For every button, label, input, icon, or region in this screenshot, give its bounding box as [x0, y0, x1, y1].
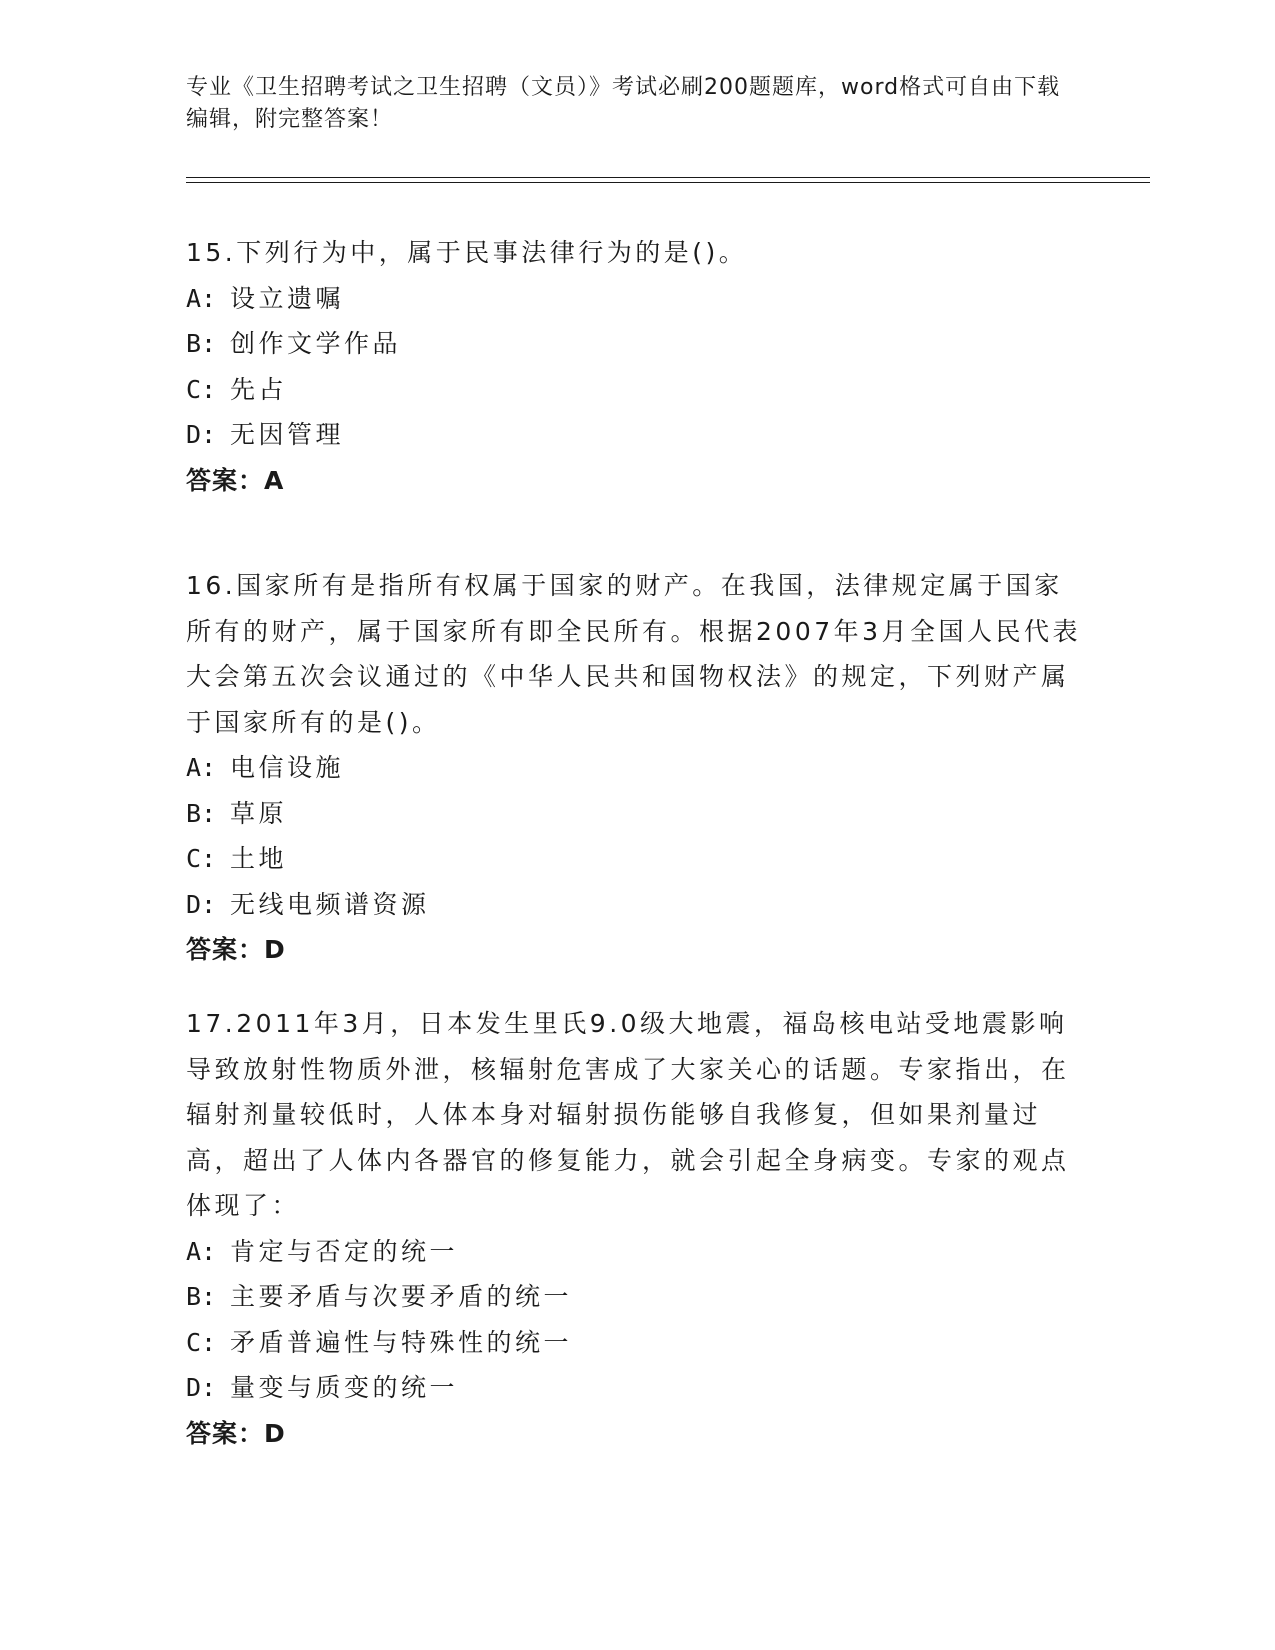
option-key: D: — [186, 889, 217, 919]
option-key: A: — [186, 283, 217, 313]
option-key: A: — [186, 1236, 217, 1266]
option-text: 先占 — [230, 374, 288, 404]
option-text: 主要矛盾与次要矛盾的统一 — [230, 1282, 573, 1311]
option-text: 草原 — [230, 798, 288, 828]
option-text: 设立遗嘱 — [230, 283, 345, 313]
option-text: 土地 — [230, 844, 288, 873]
option-d — [186, 412, 1086, 458]
option-c — [186, 367, 1086, 413]
answer-value: D — [264, 1418, 286, 1448]
question-stem: 16.国家所有是指所有权属于国家的财产。在我国，法律规定属于国家所有的财产，属于国家所有即全民所有。根据2007年3月全国人民代表大会第五次会议通过的《中华人民共和国物权法》的规定，下列财产属于国家所有的是()。 — [186, 571, 1082, 737]
option-key: A: — [186, 753, 217, 782]
answer-value: A — [264, 465, 285, 495]
option-text: 肯定与否定的统一 — [230, 1236, 459, 1266]
option-key: B: — [186, 1282, 217, 1311]
option-text: 无因管理 — [230, 420, 345, 449]
option-c — [186, 1320, 1086, 1366]
answer-line — [186, 458, 1086, 504]
option-key: C: — [186, 374, 217, 404]
answer-value: D — [264, 935, 286, 964]
header-rule-bottom — [186, 182, 1150, 183]
document-header — [186, 72, 1066, 136]
option-a — [186, 745, 1086, 791]
answer-line — [186, 927, 1086, 973]
option-b — [186, 791, 1086, 837]
header-rule-top — [186, 177, 1150, 178]
option-b — [186, 1274, 1086, 1320]
question-16 — [186, 563, 1086, 973]
option-d — [186, 882, 1086, 928]
option-c — [186, 836, 1086, 882]
answer-label: 答案： — [186, 465, 265, 495]
header-text: 专业《卫生招聘考试之卫生招聘（文员）》考试必刷200题题库，word格式可自由下载编辑，附完整答案！ — [186, 75, 1061, 132]
option-key: C: — [186, 844, 217, 873]
question-stem: 17.2011年3月，日本发生里氏9.0级大地震，福岛核电站受地震影响导致放射性物质外泄，核辐射危害成了大家关心的话题。专家指出，在辐射剂量较低时，人体本身对辐射损伤能够自我修复，但如果剂量过高，超出了人体内各器官的修复能力，就会引起全身病变。专家的观点体现了： — [186, 1009, 1070, 1220]
option-key: B: — [186, 798, 217, 828]
option-key: D: — [186, 420, 217, 449]
option-key: B: — [186, 329, 217, 358]
question-15 — [186, 230, 1086, 503]
answer-label: 答案： — [186, 935, 265, 964]
question-17 — [186, 1001, 1086, 1456]
option-b — [186, 321, 1086, 367]
answer-label: 答案： — [186, 1418, 265, 1448]
option-text: 创作文学作品 — [230, 329, 402, 358]
option-text: 量变与质变的统一 — [230, 1373, 459, 1402]
option-d — [186, 1365, 1086, 1411]
option-key: D: — [186, 1373, 217, 1402]
answer-line — [186, 1411, 1086, 1457]
option-text: 矛盾普遍性与特殊性的统一 — [230, 1327, 573, 1357]
option-a — [186, 1229, 1086, 1275]
option-text: 电信设施 — [230, 753, 345, 782]
option-key: C: — [186, 1327, 217, 1357]
option-a — [186, 276, 1086, 322]
question-stem: 15.下列行为中，属于民事法律行为的是()。 — [186, 238, 748, 267]
option-text: 无线电频谱资源 — [230, 889, 430, 919]
